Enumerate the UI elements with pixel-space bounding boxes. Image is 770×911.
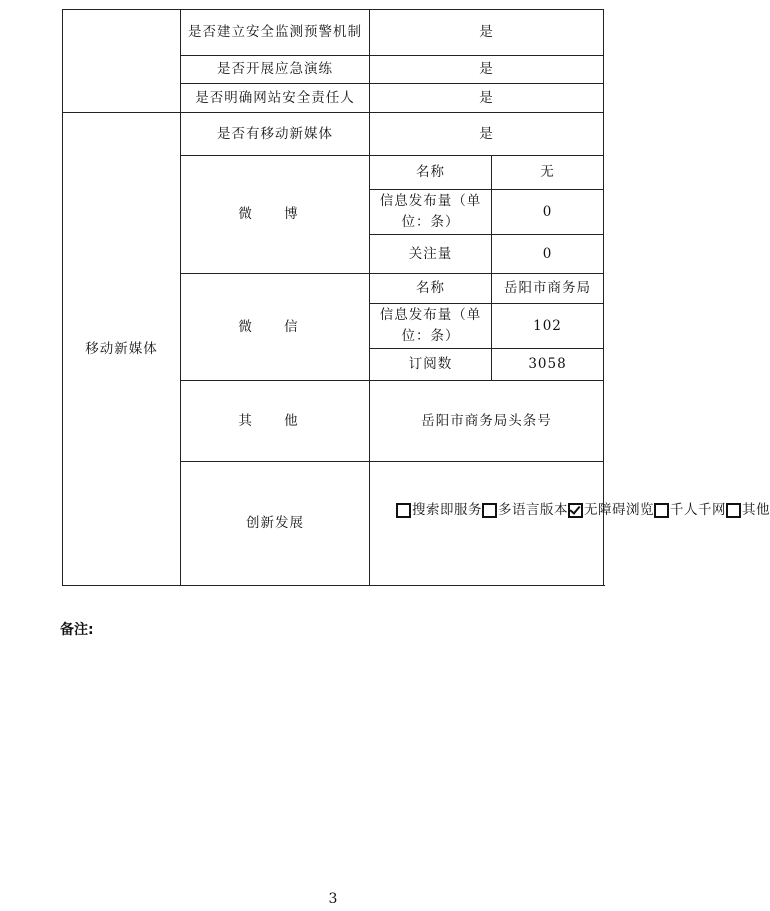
blank-category-cell bbox=[63, 10, 181, 113]
website-annual-report-table bbox=[62, 9, 770, 586]
weixin-posts-value: 102 bbox=[492, 304, 604, 349]
page-number: 3 bbox=[328, 891, 338, 907]
monitoring-label: 是否建立安全监测预警机制 bbox=[181, 10, 370, 56]
monitoring-value: 是 bbox=[370, 10, 604, 56]
other-label: 其 他 bbox=[181, 381, 370, 462]
weixin-label: 微 信 bbox=[181, 274, 370, 381]
weibo-followers-label: 关注量 bbox=[370, 235, 492, 274]
weixin-posts-label: 信息发布量（单位：条） bbox=[370, 304, 492, 349]
weibo-name-value: 无 bbox=[492, 156, 604, 190]
table-row bbox=[63, 10, 604, 56]
weibo-name-label: 名称 bbox=[370, 156, 492, 190]
weixin-subscribers-value: 3058 bbox=[492, 349, 604, 381]
weixin-name-value: 岳阳市商务局 bbox=[492, 274, 604, 304]
responsible-label: 是否明确网站安全责任人 bbox=[181, 84, 370, 113]
weibo-posts-value: 0 bbox=[492, 190, 604, 235]
checkbox-accessibility[interactable]: 无障碍浏览 bbox=[568, 500, 654, 521]
checked-checkbox-icon bbox=[568, 503, 583, 518]
mobile-has-value: 是 bbox=[370, 113, 604, 156]
table-row bbox=[63, 113, 604, 156]
remark-label: 备注: bbox=[60, 622, 94, 638]
weibo-posts-label: 信息发布量（单位：条） bbox=[370, 190, 492, 235]
checkbox-icon bbox=[726, 503, 741, 518]
weixin-name-label: 名称 bbox=[370, 274, 492, 304]
checkbox-other[interactable]: 其他 bbox=[726, 500, 770, 521]
mobile-has-label: 是否有移动新媒体 bbox=[181, 113, 370, 156]
innovation-options bbox=[370, 462, 770, 586]
checkbox-personalized[interactable]: 千人千网 bbox=[654, 500, 726, 521]
responsible-value: 是 bbox=[370, 84, 604, 113]
weibo-label: 微 博 bbox=[181, 156, 370, 274]
drill-label: 是否开展应急演练 bbox=[181, 56, 370, 84]
innovation-section-label: 创新发展 bbox=[181, 462, 370, 586]
checkbox-icon bbox=[396, 503, 411, 518]
mobile-section-label: 移动新媒体 bbox=[63, 113, 181, 586]
weibo-followers-value: 0 bbox=[492, 235, 604, 274]
checkbox-search-as-service[interactable]: 搜索即服务 bbox=[396, 500, 482, 521]
other-value: 岳阳市商务局头条号 bbox=[370, 381, 604, 462]
checkbox-icon bbox=[482, 503, 497, 518]
checkbox-icon bbox=[654, 503, 669, 518]
drill-value: 是 bbox=[370, 56, 604, 84]
checkbox-multilingual[interactable]: 多语言版本 bbox=[482, 500, 568, 521]
weixin-subscribers-label: 订阅数 bbox=[370, 349, 492, 381]
